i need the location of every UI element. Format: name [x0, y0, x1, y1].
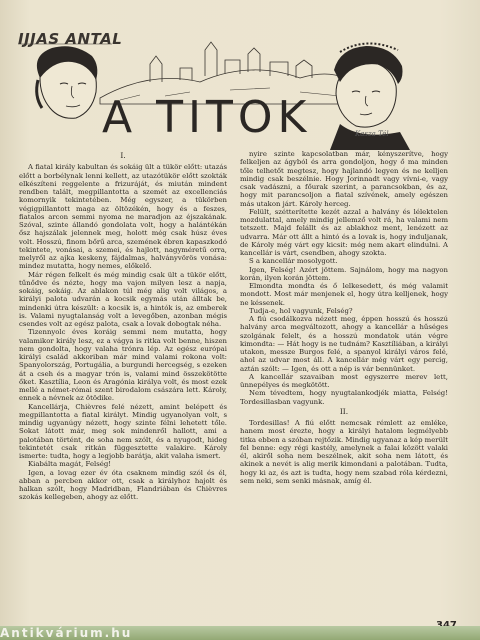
paragraph: Tordesillas! A fiú előtt nemcsak rémlett az emléke, hanem most érezte, hogy a királyi hatalom legmélyebb titka ebben a szóban rejtőzik. Mindig ugyanaz a kép merült fel benne: egy régi kastély, amelynek a falai között valaki él, akiről soha nem beszélnek, akit soha nem látott, és akinek a nevét is alig merik kimondani a palotában. Tudta, hogy ki az, és azt is tudta, hogy nem szabad róla kérdezni, sem neki, sem senki másnak, amíg él. [240, 419, 448, 485]
paragraph: Elmondta mondta és ő lelkesedett, és még valamit mondott. Most már menjenek el, hogy útra kelljenek, hogy ne késsenek. [240, 282, 448, 307]
paragraph: Tudja-e, hol vagyunk, Felség? [249, 306, 353, 315]
paragraph: Igen, a lovag ezer év óta csaknem mindig szól és él, abban a percben akkor ott, csak a királyhoz hajolt és halkan szólt, hogy Madridban, Flandriában és Chièvres szokás kellegeben, ahogy az előtt. [19, 468, 227, 502]
paragraph: Kancellárja, Chièvres felé nézett, amint belépett és megpillantotta a fiatal királyt. Mindig ugyanolyan volt, s mindig ugyanúgy nézett, hogy szinte félni lehetett tőle. Sokat látott már, meg sok mindenről hallott, ami a palotában történt, de soha nem szólt, és a nyugodt, hideg tekintetét csak ritkán függesztette valakire. Károly ismerte: tudta, hogy a legjobb barátja, akit valaha ismert. [19, 402, 227, 460]
paragraph: A fiú csodálkozva nézett meg, éppen hosszú és hosszú halvány arca megváltozott, ahogy a kancellár a hűséges szolgának felelt, és a hosszú mondatok után végre kimondta: — Hát hogy is ne tudnám? Kasztíliában, a királyi utakon, messze Burgos felé, a spanyol királyi város felé, ahol az udvar most áll. A kancellár még várt egy percig, aztán szólt: — Igen, és ott a nép is vár bennünket. [240, 315, 448, 373]
paragraph: nyire szinte kapcsolatban már, kényszerítve, hogy felkeljen az ágyból és arra gondoljon, hogy ő ma minden tőle telhetőt megtesz, hogy hajlandó legyen és ne kelljen mindig csak beszélnie. Hogy Jorinnadt vagy vívni-e, vagy csak vadászni, a főurak szerint, a parancsokban, és az, hogy mit parancsoljon a fiatal szívének, amely egészen más utakon járt. Károly herceg. [240, 150, 448, 208]
illustrator-signature: Kasza Tél [355, 130, 389, 138]
text-column-left [19, 150, 227, 620]
young-king-portrait [37, 46, 98, 118]
paragraph: Felült, szétterítette kezét azzal a halvány és lélektelen mozdulattal, amely mindig jellemző volt rá, ha valami nem tetszett. Majd felállt és az ablakhoz ment, lenézett az udvarra. Már ott állt a hintó és a lovak is, hogy induljanak, de Károly még várt egy kicsit: még nem akart elindulni. A kancellár is várt, csendben, ahogy szokta. [240, 207, 448, 257]
article-header [0, 0, 480, 160]
paragraph: S a kancellár mosolygott. [249, 257, 338, 266]
paragraph: A fiatal király kabultan és sokáig ült a tükör előtt: utazás előtt a borbélynak lenni kellett, az utazótükör előtt szokták elkészíteni reggelente a frizuráját, és miután mindent rendben talált, megpillantotta a szemét az excellenciás komornyik tekintetében. Még egyszer, a tükörben végigpillantott maga az öltözékén, hogy és a feszes, fiatalos arcon semmi nyoma ne maradjon az éjszakának. Szóval, szinte állandó gondolata volt, hogy a halántékán ősz hajszálak jelennek meg, holott még csak húsz éves volt. Hosszú, finom bőrű arca, szemének ébren kapaszkodó tekintete, vonásai, a szemei, és hajlott, nagyméretű orra, melyről az ajka keskeny, fájdalmas, halványvörös vonása: mindez mutatta, hogy nemes, előkelő. [19, 163, 227, 271]
article-author: IJJAS ANTAL [18, 30, 123, 48]
text-column-right [240, 150, 448, 620]
chapter-number: I. [120, 151, 126, 160]
paragraph: Kiabálta magát, Felség! [28, 460, 112, 469]
paragraph: Nem tévedtem, hogy nyugtalankodjék miatta, Felség! Tordesillasban vagyunk. [240, 389, 448, 406]
paragraph: Tizennyolc éves koráig semmi nem mutatta, hogy valamikor király lesz, ez a vágya is ritka volt benne, hiszen nem gondolta, hogy valaha trónra lép. Az egész európai királyi család akkoriban már mind valami rokona volt: Spanyolország, Portugália, a burgundi hercegség, s ezeken át a cseh és a magyar trón is, valami mind összekötötte őket. Kasztília, Leon és Aragónia királya volt, és most ezek mellé a német-római szent birodalom császára lett. Károly, ennek a névnek az ötödike. [19, 328, 227, 403]
paragraph: Már régen felkelt és még mindig csak ült a tükör előtt, tűnődve és nézte, hogy ma vajon milyen lesz a napja, sokáig, sokáig. Az ablakon túl még alig volt világos, a királyi palota udvarán a kocsik egymás után álltak be, mindenki útra készült: a kocsik is, a hintók is, az emberek is. Valami nyugtalanság volt a levegőben, azonban mégis csendes volt az egész palota, csak a lovak dobogtak néha. [19, 270, 227, 328]
paragraph: A kancellár szavaiban most egyszerre merev lett, ünnepélyes és megkötött. [240, 372, 448, 389]
article-title: A TITOK [102, 92, 312, 143]
paragraph: Igen, Felség! Azért jöttem. Sajnálom, hogy ma nagyon korán, ilyen korán jöttem. [240, 265, 448, 282]
bottom-edge-watermark: Antikvárium.hu [0, 626, 133, 640]
chapter-number: II. [339, 406, 349, 416]
